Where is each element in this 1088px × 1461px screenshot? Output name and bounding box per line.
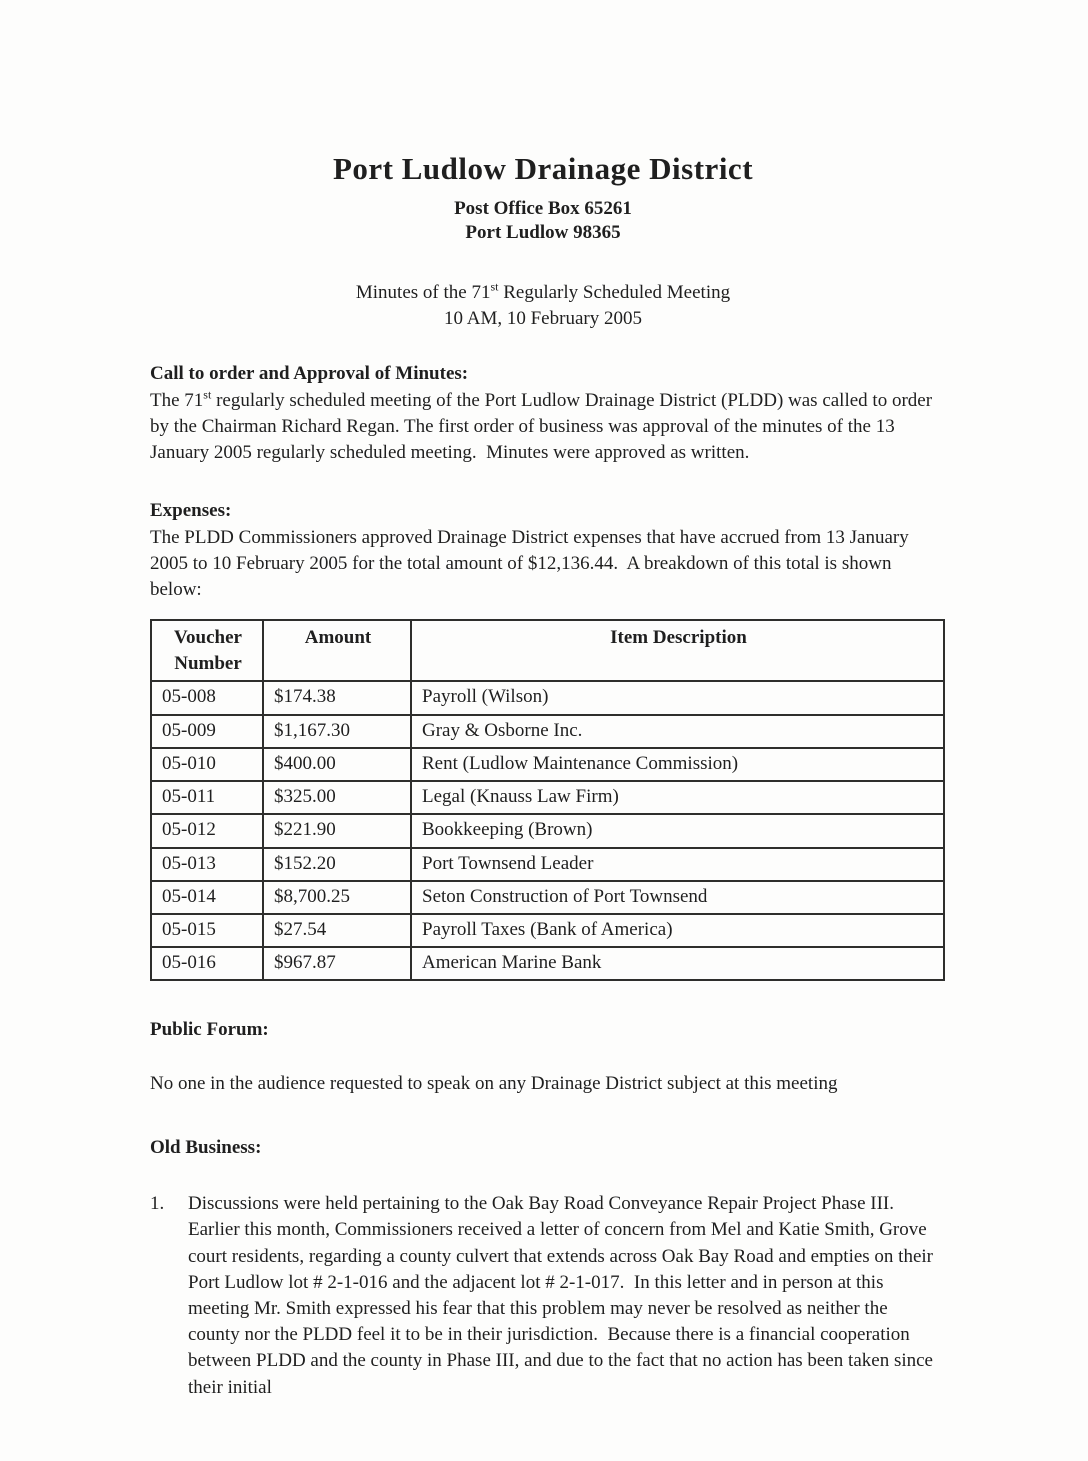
table-row (151, 715, 944, 748)
amount-cell: $325.00 (263, 781, 411, 814)
description-cell: Seton Construction of Port Townsend (411, 881, 944, 914)
document-title: Port Ludlow Drainage District (332, 151, 754, 186)
amount-cell: $152.20 (263, 848, 411, 881)
old-business-list (150, 1191, 936, 1401)
voucher-cell: 05-009 (151, 715, 263, 748)
voucher-cell: 05-015 (151, 914, 263, 947)
table-row (151, 914, 944, 947)
amount-cell: $8,700.25 (263, 881, 411, 914)
meeting-line-1: Minutes of the 71st Regularly Scheduled Meeting (355, 279, 731, 304)
call-to-order-heading: Call to order and Approval of Minutes: (150, 363, 469, 385)
amount-cell: $174.38 (263, 681, 411, 714)
list-item-text: Discussions were held pertaining to the Oak Bay Road Conveyance Repair Project Phase III. Earlier this month, Commissioners received a letter of concern from Mel and Katie Smith, Grove court residents, regarding a county culvert that extends across Oak Bay Road and empties on their Port Ludlow lot # 2-1-016 and the adjacent lot # 2-1-017. In this letter and in person at this meeting Mr. Smith expressed his fear that this problem may never be resolved as neither the county nor the PLDD feel it to be in their jurisdiction. Because there is a financial cooperation between PLDD and the county in Phase III, and due to the fact that no action has been taken since their initial (188, 1193, 938, 1398)
meeting-line-2: 10 AM, 10 February 2005 (444, 307, 642, 329)
column-header-amount: Amount (263, 620, 411, 681)
amount-cell: $27.54 (263, 914, 411, 947)
column-header-voucher: Voucher Number (151, 620, 263, 681)
expenses-body: The PLDD Commissioners approved Drainage District expenses that have accrued from 13 January 2005 to 10 February 2005 for the total amount of $12,136.44. A breakdown of this total is shown below: (150, 526, 914, 600)
list-item (150, 1191, 936, 1401)
description-cell: Gray & Osborne Inc. (411, 715, 944, 748)
description-cell: American Marine Bank (411, 947, 944, 980)
column-header-description: Item Description (411, 620, 944, 681)
table-header-row (151, 620, 944, 681)
voucher-cell: 05-014 (151, 881, 263, 914)
section-old-business (150, 1135, 936, 1401)
expense-table (150, 619, 945, 981)
description-cell: Payroll Taxes (Bank of America) (411, 914, 944, 947)
description-cell: Port Townsend Leader (411, 848, 944, 881)
voucher-cell: 05-008 (151, 681, 263, 714)
table-row (151, 781, 944, 814)
description-cell: Payroll (Wilson) (411, 681, 944, 714)
section-expenses (150, 498, 936, 981)
voucher-cell: 05-012 (151, 814, 263, 847)
list-item-number: 1. (150, 1193, 165, 1215)
table-row (151, 814, 944, 847)
amount-cell: $967.87 (263, 947, 411, 980)
voucher-cell: 05-016 (151, 947, 263, 980)
amount-cell: $400.00 (263, 748, 411, 781)
meeting-subtitle (150, 280, 936, 331)
voucher-cell: 05-010 (151, 748, 263, 781)
amount-cell: $221.90 (263, 814, 411, 847)
expenses-heading: Expenses: (150, 500, 232, 522)
table-row (151, 748, 944, 781)
call-to-order-body: The 71st regularly scheduled meeting of the Port Ludlow Drainage District (PLDD) was called to order by the Chairman Richard Regan. The first order of business was approval of the minutes of the 13 January 2005 regularly scheduled meeting. Minutes were approved as written. (150, 387, 937, 464)
voucher-cell: 05-013 (151, 848, 263, 881)
description-cell: Legal (Knauss Law Firm) (411, 781, 944, 814)
ordinal-superscript: st (490, 279, 499, 294)
city-zip-line: Port Ludlow 98365 (465, 222, 621, 244)
description-cell: Rent (Ludlow Maintenance Commission) (411, 748, 944, 781)
table-row (151, 681, 944, 714)
table-row (151, 848, 944, 881)
table-row (151, 881, 944, 914)
document-header (150, 148, 936, 331)
section-public-forum (150, 1017, 936, 1096)
po-box-line: Post Office Box 65261 (454, 197, 632, 219)
description-cell: Bookkeeping (Brown) (411, 814, 944, 847)
public-forum-body: No one in the audience requested to speak on any Drainage District subject at this meeting (150, 1072, 838, 1094)
voucher-cell: 05-011 (151, 781, 263, 814)
old-business-heading: Old Business: (150, 1136, 262, 1158)
public-forum-heading: Public Forum: (150, 1019, 269, 1041)
section-call-to-order (150, 361, 936, 466)
amount-cell: $1,167.30 (263, 715, 411, 748)
ordinal-superscript: st (203, 387, 212, 402)
table-row (151, 947, 944, 980)
